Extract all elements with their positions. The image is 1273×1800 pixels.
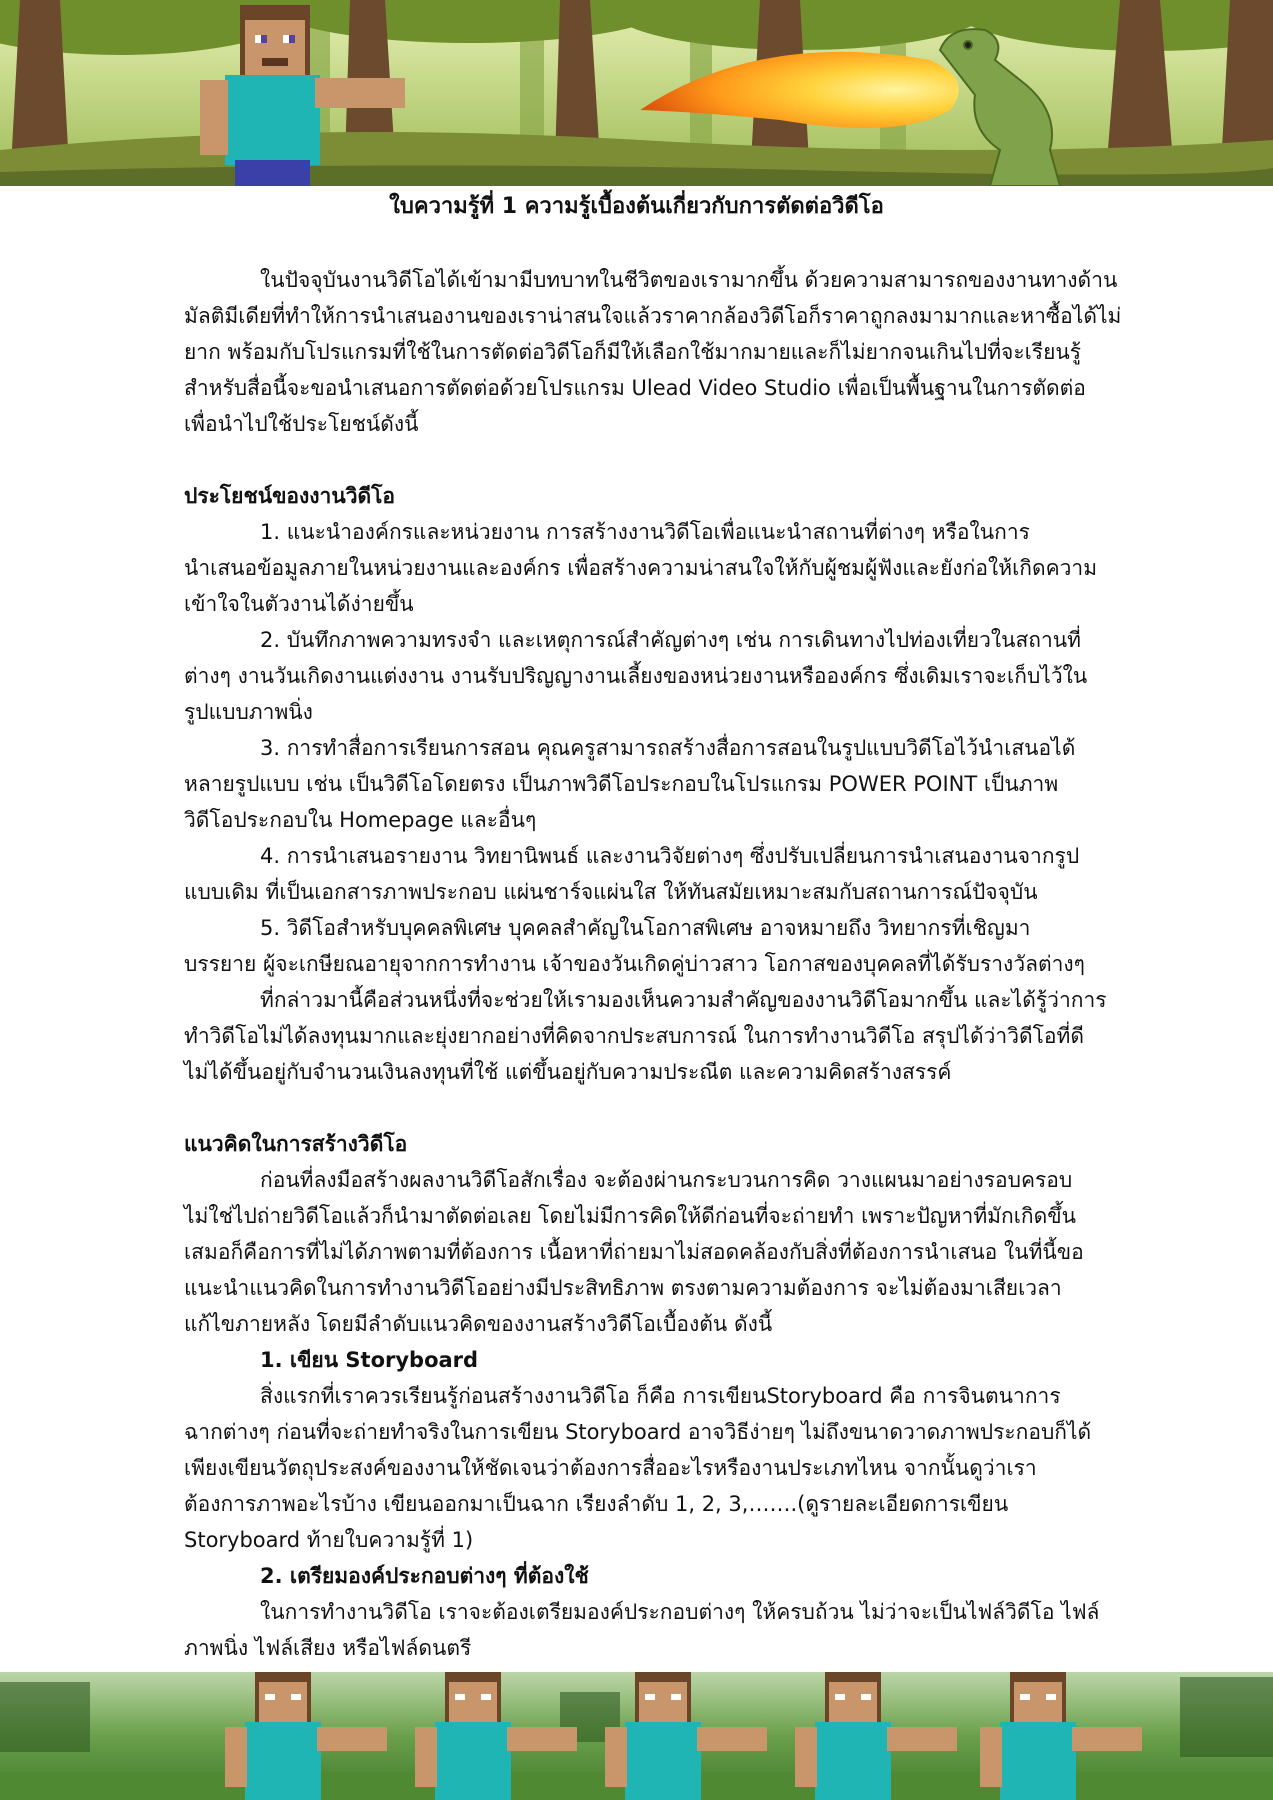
benefit-item-line: เข้าใจในตัวงานได้ง่ายขึ้น: [184, 592, 414, 616]
intro-line: เพื่อนำไปใช้ประโยชน์ดังนี้: [184, 412, 419, 436]
document-title: ใบความรู้ที่ 1 ความรู้เบื้องต้นเกี่ยวกับการตัดต่อวิดีโอ: [389, 194, 884, 219]
intro-line: ในปัจจุบันงานวิดีโอได้เข้ามามีบทบาทในชีวิตของเรามากขึ้น ด้วยความสามารถของงานทางด้าน: [260, 268, 1118, 292]
benefit-item-line: 3. การทำสื่อการเรียนการสอน คุณครูสามารถสร้างสื่อการสอนในรูปแบบวิดีโอไว้นำเสนอได้: [260, 736, 1076, 760]
benefits-summary-line: ไม่ได้ขึ้นอยู่กับจำนวนเงินลงทุนที่ใช้ แต่ขึ้นอยู่กับความประณีต และความคิดสร้างสรรค์: [184, 1060, 952, 1084]
benefit-item-line: วิดีโอประกอบใน Homepage และอื่นๆ: [184, 808, 537, 832]
step1-line: ฉากต่างๆ ก่อนที่จะถ่ายทำจริงในการเขียน Storyboard อาจวิธีง่ายๆ ไม่ถึงขนาดวาดภาพประกอบก็ได้: [184, 1420, 1092, 1444]
step1-line: สิ่งแรกที่เราควรเรียนรู้ก่อนสร้างงานวิดีโอ ก็คือ การเขียนStoryboard คือ การจินตนาการ: [260, 1384, 1061, 1408]
concept-intro-line: ก่อนที่ลงมือสร้างผลงานวิดีโอสักเรื่อง จะต้องผ่านกระบวนการคิด วางแผนมาอย่างรอบครอบ: [260, 1168, 1073, 1192]
benefit-item-line: 5. วิดีโอสำหรับบุคคลพิเศษ บุคคลสำคัญในโอกาสพิเศษ อาจหมายถึง วิทยากรที่เชิญมา: [260, 916, 1031, 940]
benefit-item-line: รูปแบบภาพนิ่ง: [184, 700, 313, 724]
intro-line: สำหรับสื่อนี้จะขอนำเสนอการตัดต่อด้วยโปรแกรม Ulead Video Studio เพื่อเป็นพื้นฐานในการตัดต่อ: [184, 376, 1086, 400]
benefit-item-line: 1. แนะนำองค์กรและหน่วยงาน การสร้างงานวิดีโอเพื่อแนะนำสถานที่ต่างๆ หรือในการ: [260, 520, 1030, 544]
benefit-item-line: บรรยาย ผู้จะเกษียณอายุจากการทำงาน เจ้าของวันเกิดคู่บ่าวสาว โอกาสของบุคคลที่ได้รับรางวัลต่างๆ: [184, 952, 1085, 976]
benefits-summary-line: ที่กล่าวมานี้คือส่วนหนึ่งที่จะช่วยให้เรามองเห็นความสำคัญของงานวิดีโอมากขึ้น และได้รู้ว่าการ: [260, 988, 1107, 1012]
concept-intro-line: แนะนำแนวคิดในการทำงานวิดีโออย่างมีประสิทธิภาพ ตรงตามความต้องการ จะไม่ต้องมาเสียเวลา: [184, 1276, 1062, 1300]
step2-title: 2. เตรียมองค์ประกอบต่างๆ ที่ต้องใช้: [260, 1564, 589, 1588]
top-banner-illustration: [0, 0, 1273, 186]
benefit-item-line: หลายรูปแบบ เช่น เป็นวิดีโอโดยตรง เป็นภาพวิดีโอประกอบในโปรแกรม POWER POINT เป็นภาพ: [184, 772, 1059, 796]
benefit-item-line: นำเสนอข้อมูลภายในหน่วยงานและองค์กร เพื่อสร้างความน่าสนใจให้กับผู้ชมผู้ฟังและยังก่อให้เกิดความ: [184, 556, 1098, 580]
intro-line: ยาก พร้อมกับโปรแกรมที่ใช้ในการตัดต่อวิดีโอก็มีให้เลือกใช้มากมายและก็ไม่ยากจนเกินไปที่จะเรียนรู้: [184, 340, 1082, 364]
step1-line: ต้องการภาพอะไรบ้าง เขียนออกมาเป็นฉาก เรียงลำดับ 1, 2, 3,…….(ดูรายละเอียดการเขียน: [184, 1492, 1009, 1516]
concept-intro-line: ไม่ใช่ไปถ่ายวิดีโอแล้วก็นำมาตัดต่อเลย โดยไม่มีการคิดให้ดีก่อนที่จะถ่ายทำ เพราะปัญหาที่มักเกิดขึ้น: [184, 1204, 1076, 1228]
step1-title: 1. เขียน Storyboard: [260, 1348, 479, 1372]
benefit-item-line: แบบเดิม ที่เป็นเอกสารภาพประกอบ แผ่นชาร์จแผ่นใส ให้ทันสมัยเหมาะสมกับสถานการณ์ปัจจุบัน: [184, 880, 1038, 904]
document-body: [184, 262, 1144, 1666]
step1-line: เพียงเขียนวัตถุประสงค์ของงานให้ชัดเจนว่าต้องการสื่ออะไรหรืองานประเภทไหน จากนั้นดูว่าเรา: [184, 1456, 1037, 1480]
benefits-summary-line: ทำวิดีโอไม่ได้ลงทุนมากและยุ่งยากอย่างที่คิดจากประสบการณ์ ในการทำงานวิดีโอ สรุปได้ว่าวิดีโอที่ดี: [184, 1024, 1085, 1048]
step2-line: ในการทำงานวิดีโอ เราจะต้องเตรียมองค์ประกอบต่างๆ ให้ครบถ้วน ไม่ว่าจะเป็นไฟล์วิดีโอ ไฟล์: [260, 1600, 1100, 1624]
concept-intro-line: เสมอก็คือการที่ไม่ได้ภาพตามที่ต้องการ เนื้อหาที่ถ่ายมาไม่สอดคล้องกับสิ่งที่ต้องการนำเสนอ ในที่นี้ขอ: [184, 1240, 1084, 1264]
benefit-item-line: 2. บันทึกภาพความทรงจำ และเหตุการณ์สำคัญต่างๆ เช่น การเดินทางไปท่องเที่ยวในสถานที่: [260, 628, 1082, 652]
concept-intro-line: แก้ไขภายหลัง โดยมีลำดับแนวคิดของงานสร้างวิดีโอเบื้องต้น ดังนี้: [184, 1312, 773, 1336]
step2-line: ภาพนิ่ง ไฟล์เสียง หรือไฟล์ดนตรี: [184, 1636, 472, 1660]
step1-line: Storyboard ท้ายใบความรู้ที่ 1): [184, 1528, 474, 1552]
benefit-item-line: ต่างๆ งานวันเกิดงานแต่งงาน งานรับปริญญางานเลี้ยงของหน่วยงานหรือองค์กร ซึ่งเดิมเราจะเก็บไว้ใน: [184, 664, 1088, 688]
concept-heading: แนวคิดในการสร้างวิดีโอ: [184, 1132, 408, 1156]
benefit-item-line: 4. การนำเสนอรายงาน วิทยานิพนธ์ และงานวิจัยต่างๆ ซึ่งปรับเปลี่ยนการนำเสนองานจากรูป: [260, 844, 1080, 868]
bottom-banner-illustration: [0, 1672, 1273, 1800]
intro-line: มัลติมีเดียที่ทำให้การนำเสนองานของเราน่าสนใจแล้วราคากล้องวิดีโอก็ราคาถูกลงมามากและหาซื้อได้ไม่: [184, 304, 1122, 328]
benefits-heading: ประโยชน์ของงานวิดีโอ: [184, 484, 396, 508]
